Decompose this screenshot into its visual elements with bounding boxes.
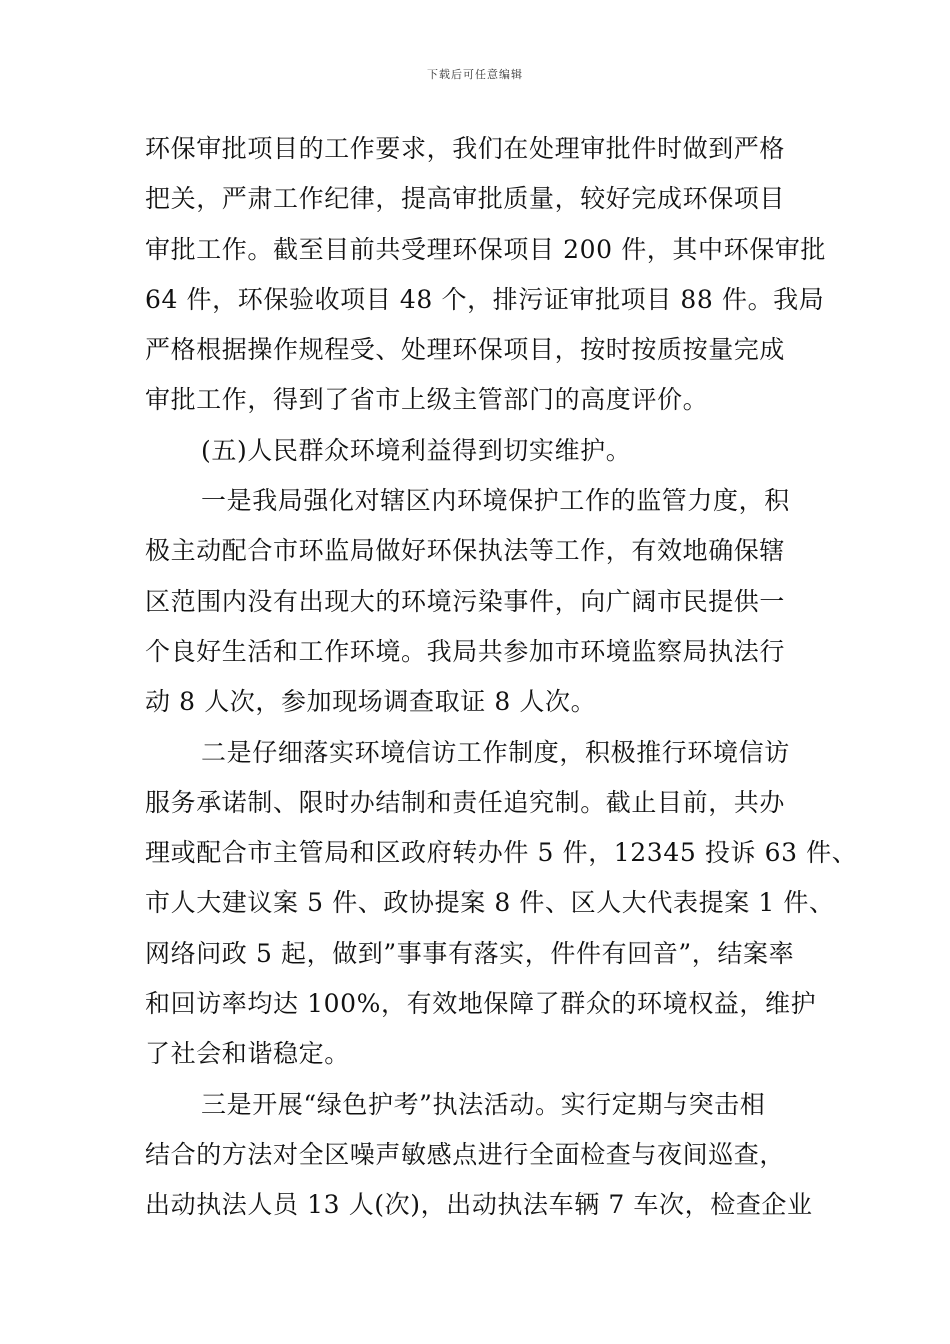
text-line: 三是开展“绿色护考”执法活动。实行定期与突击相	[201, 1089, 766, 1119]
text-line: 严格根据操作规程受、处理环保项目，按时按质按量完成	[145, 335, 786, 365]
text-line: 了社会和谐稳定。	[145, 1039, 350, 1069]
text-line: 64 件，环保验收项目 48 个，排污证审批项目 88 件。我局	[145, 284, 825, 314]
text-line: 服务承诺制、限时办结制和责任追究制。截止目前，共办	[145, 787, 786, 817]
text-line: 二是仔细落实环境信访工作制度，积极推行环境信访	[201, 737, 790, 767]
text-line: 个良好生活和工作环境。我局共参加市环境监察局执法行	[145, 636, 786, 666]
section-heading: (五)人民群众环境利益得到切实维护。	[201, 435, 632, 465]
document-body	[145, 124, 858, 1231]
text-line: 市人大建议案 5 件、政协提案 8 件、区人大代表提案 1 件、	[145, 888, 835, 918]
text-line: 网络问政 5 起，做到”事事有落实，件件有回音”，结案率	[145, 938, 795, 968]
text-line: 和回访率均达 100%，有效地保障了群众的环境权益，维护	[145, 989, 817, 1019]
text-line: 动 8 人次，参加现场调查取证 8 人次。	[145, 687, 597, 717]
text-line: 结合的方法对全区噪声敏感点进行全面检查与夜间巡查，	[145, 1139, 786, 1169]
text-line: 审批工作，得到了省市上级主管部门的高度评价。	[145, 385, 709, 415]
text-line: 极主动配合市环监局做好环保执法等工作，有效地确保辖	[145, 536, 786, 566]
text-line: 把关，严肃工作纪律，提高审批质量，较好完成环保项目	[145, 184, 786, 214]
text-line: 一是我局强化对辖区内环境保护工作的监管力度，积	[201, 486, 790, 516]
text-line: 理或配合市主管局和区政府转办件 5 件，12345 投诉 63 件、	[145, 838, 858, 868]
text-line: 区范围内没有出现大的环境污染事件，向广阔市民提供一	[145, 586, 786, 616]
page-header: 下载后可任意编辑	[427, 68, 523, 81]
text-line: 环保审批项目的工作要求，我们在处理审批件时做到严格	[145, 134, 786, 163]
text-line: 出动执法人员 13 人(次)，出动执法车辆 7 车次，检查企业	[145, 1190, 813, 1220]
text-line: 审批工作。截至目前共受理环保项目 200 件，其中环保审批	[145, 234, 827, 264]
